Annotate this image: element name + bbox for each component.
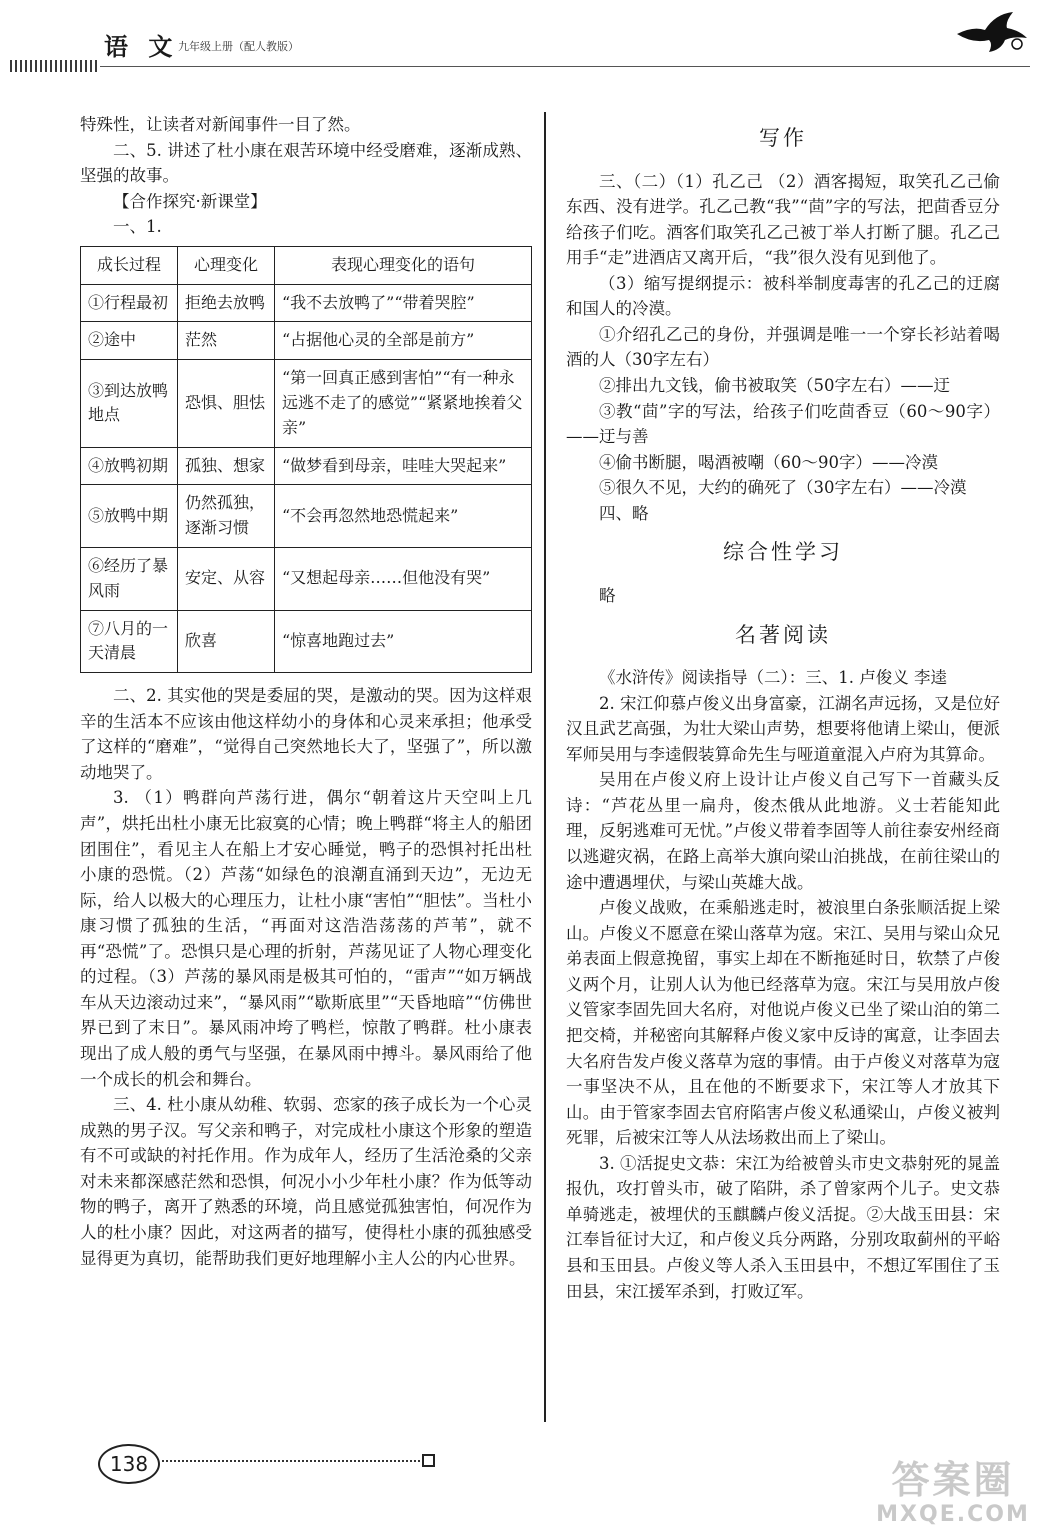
page-footer (0, 1440, 1052, 1536)
page-number: 138 (98, 1444, 160, 1484)
paragraph: 四、略 (599, 503, 649, 523)
end-marker-icon (422, 1454, 435, 1467)
growth-process-table (80, 246, 532, 673)
column-divider (544, 112, 546, 1422)
table-cell: 拒绝去放鸭 (178, 284, 275, 322)
paragraph: （3）缩写提纲提示：被科举制度毒害的孔乙己的迂腐和国人的冷漠。 (566, 273, 1000, 319)
outline-item: ⑤很久不见，大约的确死了（30字左右）——冷漠 (599, 478, 967, 498)
left-column (80, 112, 532, 1271)
section-label: 【合作探究·新课堂】 (113, 191, 267, 211)
table-cell: “惊喜地跑过去” (275, 610, 532, 673)
table-cell: 安定、从容 (178, 547, 275, 610)
table-row (81, 485, 532, 548)
table-cell: ⑦八月的一天清晨 (81, 610, 178, 673)
table-row (81, 322, 532, 360)
page-header (0, 0, 1052, 80)
paragraph: 二、2. 其实他的哭是委屈的哭，是激动的哭。因为这样艰辛的生活本不应该由他这样幼小的身体和心灵来承担；他承受了这样的“磨难”，“觉得自己突然地长大了，坚强了”，所以激动地哭了。 (80, 686, 532, 782)
dotted-rule (162, 1460, 420, 1462)
table-row (81, 284, 532, 322)
table-cell: ②途中 (81, 322, 178, 360)
watermark (868, 1458, 1038, 1530)
outline-item: ①介绍孔乙己的身份，并强调是唯一一个穿长衫站着喝酒的人（30字左右） (566, 324, 1000, 370)
table-header-cell: 成长过程 (81, 246, 178, 284)
table-cell: ④放鸭初期 (81, 447, 178, 485)
table-cell: “又想起母亲……但他没有哭” (275, 547, 532, 610)
watermark-url: MXQE.COM (876, 1502, 1030, 1527)
table-cell: 茫然 (178, 322, 275, 360)
watermark-title: 答案圈 (891, 1458, 1015, 1502)
table-cell: “我不去放鸭了”“带着哭腔” (275, 284, 532, 322)
section-heading-comprehensive: 综合性学习 (723, 540, 843, 565)
table-header-row (81, 246, 532, 284)
right-column (566, 112, 1000, 1304)
table-cell: “占据他心灵的全部是前方” (275, 322, 532, 360)
table-cell: 仍然孤独，逐渐习惯 (178, 485, 275, 548)
table-cell: “第一回真正感到害怕”“有一种永远逃不走了的感觉”“紧紧地挨着父亲” (275, 360, 532, 447)
table-row (81, 360, 532, 447)
table-cell: 欣喜 (178, 610, 275, 673)
outline-item: ②排出九文钱，偷书被取笑（50字左右）——迂 (599, 376, 950, 396)
edition-subtitle: 九年级上册（配人教版） (178, 40, 299, 53)
paragraph: 略 (599, 585, 616, 605)
table-cell: 孤独、想家 (178, 447, 275, 485)
table-header-cell: 心理变化 (178, 246, 275, 284)
table-cell: “做梦看到母亲，哇哇大哭起来” (275, 447, 532, 485)
table-cell: ③到达放鸭地点 (81, 360, 178, 447)
paragraph: 三、4. 杜小康从幼稚、软弱、恋家的孩子成长为一个心灵成熟的男子汉。写父亲和鸭子，对完成杜小康这个形象的塑造有不可或缺的衬托作用。作为成年人，经历了生活沧桑的父亲对未来都深感茫然和恐惧，何况小小少年杜小康？作为低等动物的鸭子，离开了熟悉的环境，尚且感觉孤独害怕，何况作为人的杜小康？因此，对这两者的描写，使得杜小康的孤独感受显得更为真切，能帮助我们更好地理解小主人公的内心世界。 (80, 1095, 532, 1268)
bird-logo-icon (955, 8, 1030, 56)
paragraph: 《水浒传》阅读指导（二）：三、1. 卢俊义 李逵 (599, 668, 947, 688)
paragraph: 三、（二）（1）孔乙己 （2）酒客揭短，取笑孔乙己偷东西、没有进学。孔乙己教“我”“茴”字的写法，把茴香豆分给孩子们吃。酒客们取笑孔乙己被丁举人打断了腿。孔乙己用手“走”进酒店又离开后，“我”很久没有见到他了。 (566, 171, 1000, 268)
table-row (81, 447, 532, 485)
table-row (81, 547, 532, 610)
table-header-cell: 表现心理变化的语句 (275, 246, 532, 284)
subject-title: 语 文 (104, 32, 179, 61)
header-rule (100, 66, 1030, 67)
outline-item: ④偷书断腿，喝酒被嘲（60～90字）——冷漠 (599, 452, 938, 472)
table-cell: “不会再忽然地恐慌起来” (275, 485, 532, 548)
section-heading-writing: 写作 (759, 126, 807, 150)
paragraph: 特殊性，让读者对新闻事件一目了然。 (80, 115, 361, 134)
section-heading-classics: 名著阅读 (735, 622, 831, 647)
question-number: 一、1. (113, 217, 162, 237)
table-cell: ⑤放鸭中期 (81, 485, 178, 548)
table-cell: ①行程最初 (81, 284, 178, 322)
paragraph: 二、5. 讲述了杜小康在艰苦环境中经受磨难，逐渐成熟、坚强的故事。 (80, 140, 532, 186)
paragraph: 2. 宋江仰慕卢俊义出身富豪，江湖名声远扬，又是位好汉且武艺高强，为壮大梁山声势，想要将他请上梁山，便派军师吴用与李逵假装算命先生与哑道童混入卢府为其算命。 (566, 693, 1000, 764)
outline-item: ③教“茴”字的写法，给孩子们吃茴香豆（60～90字）——迂与善 (566, 401, 1000, 447)
paragraph: 3. （1）鸭群向芦荡行进，偶尔“朝着这片天空叫上几声”，烘托出杜小康无比寂寞的心情；晚上鸭群“将主人的船团团围住”，看见主人在船上才安心睡觉，鸭子的恐惧衬托出杜小康的恐慌。（2）芦荡“如绿色的浪潮直涌到天边”，无边无际，给人以极大的心理压力，让杜小康“害怕”“胆怯”。当杜小康习惯了孤独的生活，“再面对这浩浩荡荡的芦苇”，就不再“恐慌”了。恐惧只是心理的折射，芦荡见证了人物心理变化的过程。（3）芦荡的暴风雨是极其可怕的，“雷声”“如万辆战车从天边滚动过来”，“暴风雨”“歇斯底里”“天昏地暗”“仿佛世界已到了末日”。暴风雨冲垮了鸭栏，惊散了鸭群。杜小康表现出了成人般的勇气与坚强，在暴风雨中搏斗。暴风雨给了他一个成长的机会和舞台。 (80, 788, 532, 1089)
paragraph: 吴用在卢俊义府上设计让卢俊义自己写下一首藏头反诗：“芦花丛里一扁舟，俊杰俄从此地游。义士若能知此理，反躬逃难可无忧。”卢俊义带着李固等人前往泰安州经商以逃避灾祸，在路上高举大旗向梁山泊挑战，在前往梁山的途中遭遇埋伏，与梁山英雄大战。 (566, 770, 1000, 892)
header-stripes-decoration (10, 60, 98, 72)
table-cell: ⑥经历了暴风雨 (81, 547, 178, 610)
paragraph: 3. ①活捉史文恭：宋江为给被曾头市史文恭射死的晁盖报仇，攻打曾头市，破了陷阱，杀了曾家两个儿子。史文恭单骑逃走，被埋伏的玉麒麟卢俊义活捉。②大战玉田县：宋江奉旨征讨大辽，和卢俊义兵分两路，分别攻取蓟州的平峪县和玉田县。卢俊义等人杀入玉田县中，不想辽军围住了玉田县，宋江援军杀到，打败辽军。 (566, 1153, 1000, 1301)
table-cell: 恐惧、胆怯 (178, 360, 275, 447)
paragraph: 卢俊义战败，在乘船逃走时，被浪里白条张顺活捉上梁山。卢俊义不愿意在梁山落草为寇。宋江、吴用与梁山众兄弟表面上假意挽留，事实上却在不断拖延时日，软禁了卢俊义两个月，让别人认为他已经落草为寇。宋江与吴用放卢俊义管家李固先回大名府，对他说卢俊义已坐了梁山泊的第二把交椅，并秘密向其解释卢俊义家中反诗的寓意，让李固去大名府告发卢俊义落草为寇的事情。由于卢俊义对落草为寇一事坚决不从，且在他的不断要求下，宋江等人才放其下山。由于管家李固去官府陷害卢俊义私通梁山，卢俊义被判死罪，后被宋江等人从法场救出而上了梁山。 (566, 898, 1000, 1148)
table-row (81, 610, 532, 673)
